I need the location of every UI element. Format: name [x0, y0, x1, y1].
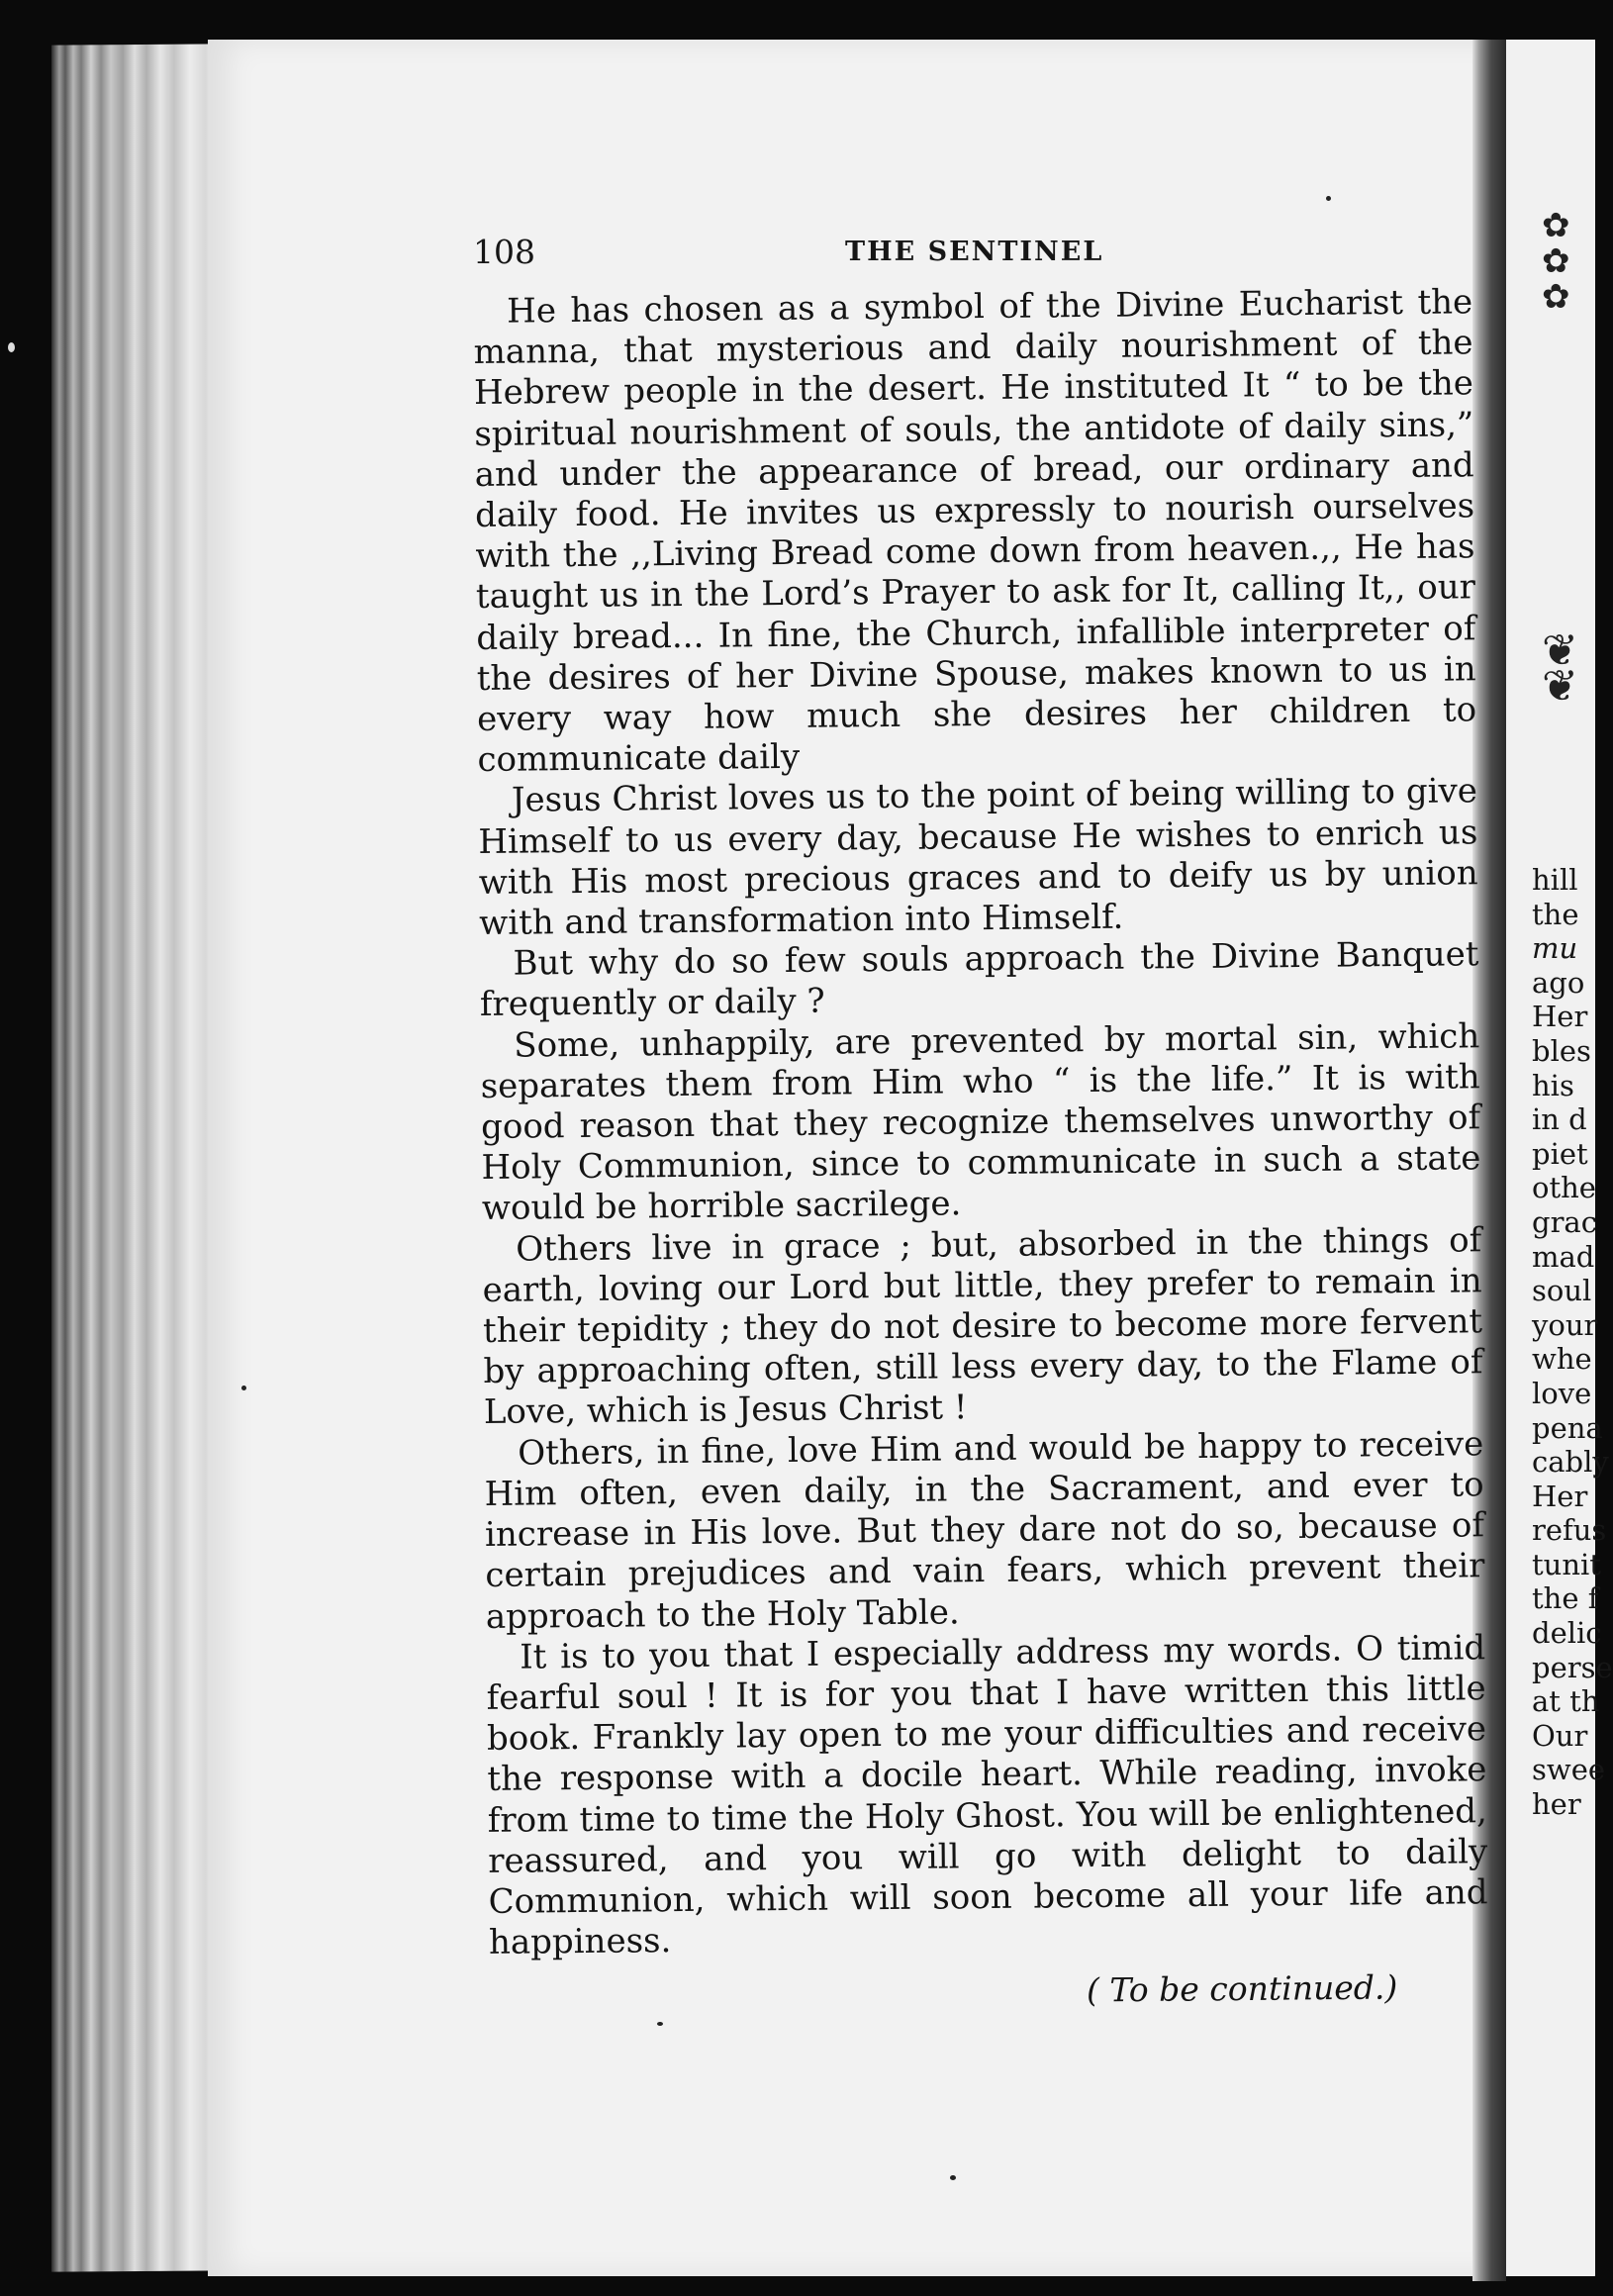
facing-page-text — [1532, 863, 1613, 1822]
facing-line: refus — [1532, 1513, 1607, 1548]
scan-speck — [8, 342, 15, 352]
paragraph: Some, unhappily, are prevented by mortal sin, which separates them from Him who “ is the life.” It is with good reason that they recognize themselves unworthy of Holy Communion, since to communicate in such a state would be horrible sacrilege. — [480, 1015, 1481, 1229]
article-body — [473, 282, 1488, 1963]
facing-line: othe — [1532, 1171, 1596, 1205]
facing-line: mu — [1532, 931, 1578, 966]
facing-line: Her — [1532, 1479, 1588, 1513]
facing-line: love — [1532, 1376, 1592, 1410]
facing-line: perse — [1532, 1650, 1613, 1684]
scan-speck — [241, 1386, 246, 1390]
facing-line: Her — [1532, 1000, 1588, 1034]
facing-line: mad — [1532, 1239, 1595, 1274]
scan-speck — [1326, 196, 1331, 201]
facing-line: Our — [1532, 1718, 1588, 1753]
facing-line: his — [1532, 1068, 1574, 1102]
facing-line: cably — [1532, 1445, 1609, 1480]
facing-line: pena — [1532, 1410, 1603, 1445]
paragraph: But why do so few souls approach the Divine Banquet frequently or daily ? — [479, 934, 1479, 1025]
to-be-continued-note: ( To be continued.) — [1086, 1967, 1398, 2010]
figure-ornament-icon: ❦ ❦ — [1542, 625, 1578, 712]
page-edges — [51, 44, 220, 2271]
running-title: THE SENTINEL — [845, 237, 1104, 267]
facing-line: ago — [1532, 965, 1585, 1000]
paragraph: Jesus Christ loves us to the point of being willing to give Himself to us every day, because He wishes to enrich us with His most precious graces and to deify us by union with and transformation into Himself. — [478, 771, 1478, 944]
facing-line: delic — [1532, 1616, 1602, 1651]
facing-line: bles — [1532, 1033, 1591, 1068]
facing-line: hill — [1532, 863, 1578, 897]
facing-line: your — [1532, 1307, 1598, 1342]
leaf-ornament-icon: ✿ ✿ ✿ — [1542, 206, 1570, 317]
facing-line: the — [1532, 897, 1579, 931]
paragraph: Others, in fine, love Him and would be happy to receive Him often, even daily, in the Sacrament, and ever to increase in His love. But they dare not do so, because of certain prejudices and vain fears, which prevent their approach to the Holy Table. — [484, 1423, 1485, 1637]
facing-line: her — [1532, 1787, 1581, 1822]
paragraph: He has chosen as a symbol of the Divine Eucharist the manna, that mysterious and daily nourishment of the Hebrew people in the desert. He instituted It “ to be the spiritual nourishment of souls, the antidote of daily sins,” and under the appearance of bread, our ordinary and daily food. He invites us expressly to nourish ourselves with the ,,Living Bread come down from heaven.,, He has taught us in the Lord’s Prayer to ask for It, calling It,, our daily bread... In fine, the Church, infallible interpreter of the desires of her Divine Spouse, makes known to us in every way how much she desires her children to communicate daily — [473, 282, 1477, 781]
facing-line: in d — [1532, 1102, 1587, 1137]
scan-speck — [657, 2022, 663, 2026]
page-number: 108 — [473, 233, 535, 271]
facing-line: piet — [1532, 1136, 1588, 1171]
facing-line: grac — [1532, 1204, 1597, 1239]
facing-line: at th — [1532, 1684, 1600, 1719]
facing-line: the f — [1532, 1581, 1599, 1616]
facing-line: swee — [1532, 1753, 1606, 1787]
scan-top-edge — [633, 0, 1148, 40]
page-header — [473, 233, 1463, 272]
facing-line: tunit — [1532, 1547, 1601, 1581]
paragraph: It is to you that I especially address my words. O timid fearful soul ! It is for you that I have written this little book. Frankly lay open to me your difficulties and receive the response with a docile heart. While reading, invoke from time to time the Holy Ghost. You will be enlightened, reassured, and you will go with delight to daily Communion, which will soon become all your life and happiness. — [486, 1627, 1488, 1963]
paragraph: Others live in grace ; but, absorbed in the things of earth, loving our Lord but little, they prefer to remain in their tepidity ; they do not desire to become more fervent by approaching often, still less every day, to the Flame of Love, which is Jesus Christ ! — [482, 1219, 1483, 1433]
scan-speck — [950, 2175, 956, 2180]
facing-line: soul — [1532, 1274, 1592, 1308]
facing-line: whe — [1532, 1342, 1592, 1377]
